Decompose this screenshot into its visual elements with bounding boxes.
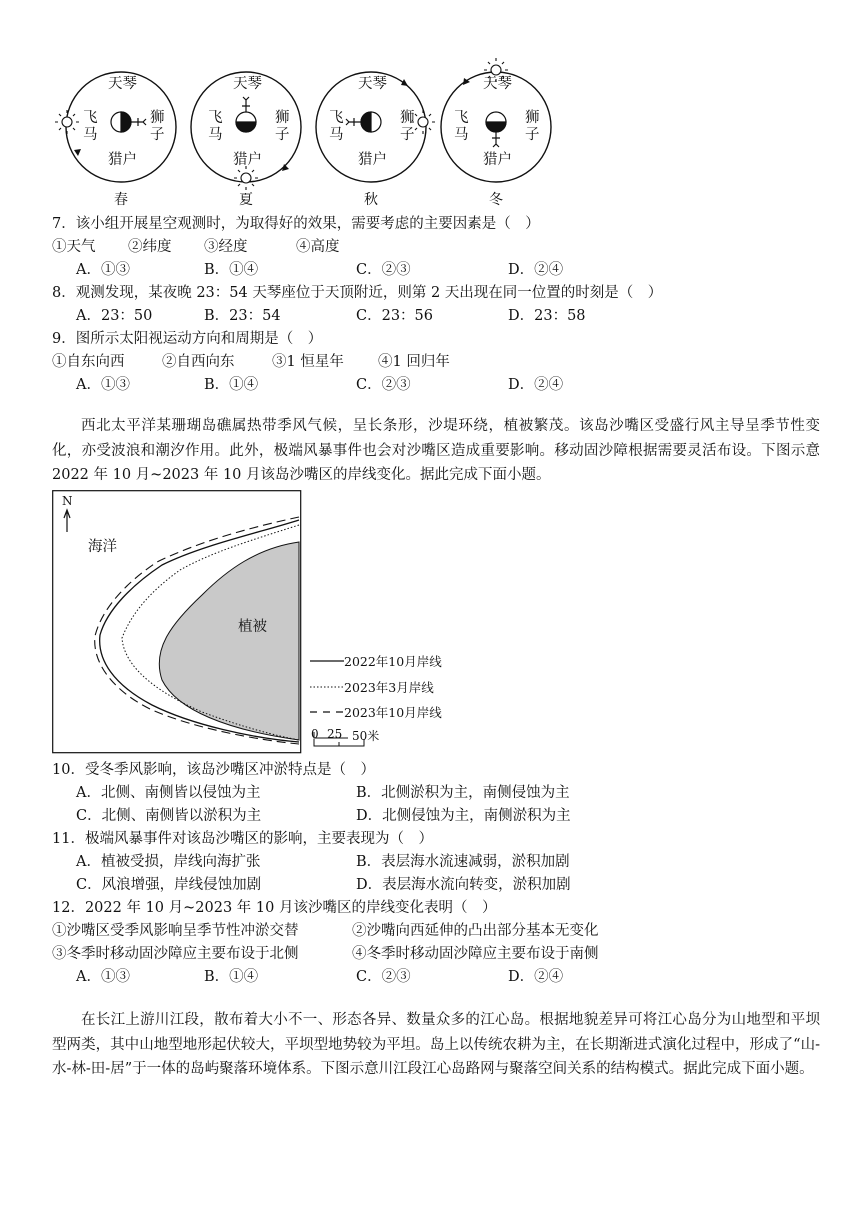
label-pegasus-3: 飞马 xyxy=(329,110,344,143)
q11-option-d[interactable]: D．表层海水流向转变，淤积加剧 xyxy=(356,877,571,893)
season-spring: 春 xyxy=(114,192,128,208)
q12-item-3: ③冬季时移动固沙障应主要布设于北侧 xyxy=(52,946,299,962)
season-winter: 冬 xyxy=(489,192,503,208)
q9-stem: 9．图所示太阳视运动方向和周期是（ ） xyxy=(52,331,323,347)
label-leo-1: 狮子 xyxy=(150,110,165,143)
q12-option-d[interactable]: D．②④ xyxy=(508,969,564,985)
q7-item-3: ③经度 xyxy=(204,239,248,255)
q12-item-2: ②沙嘴向西延伸的凸出部分基本无变化 xyxy=(352,923,599,939)
q12-item-4: ④冬季时移动固沙障应主要布设于南侧 xyxy=(352,946,599,962)
q9-option-a[interactable]: A．①③ xyxy=(76,377,130,393)
season-autumn: 秋 xyxy=(364,192,378,208)
label-pegasus-2: 飞马 xyxy=(208,110,223,143)
q10-option-a[interactable]: A．北侧、南侧皆以侵蚀为主 xyxy=(76,785,261,801)
season-summer: 夏 xyxy=(239,192,253,208)
q8-option-a[interactable]: A．23：50 xyxy=(76,308,153,324)
label-leo-3: 狮子 xyxy=(400,110,415,143)
q7-option-c[interactable]: C．②③ xyxy=(356,262,411,278)
passage-river-islands: 在长江上游川江段，散布着大小不一、形态各异、数量众多的江心岛。根据地貌差异可将江心岛分为山地型和平坝型两类，其中山地型地形起伏较大，平坝型地势较为平坦。岛上以传统农耕为主，在长期渐进式演化过程中，形成了“山-水-林-田-居”于一体的岛屿聚落环境体系。下图示意川江段江心岛路网与聚落空间关系的结构模式。据此完成下面小题。 xyxy=(52,1012,820,1077)
q7-option-b[interactable]: B．①④ xyxy=(204,262,259,278)
q9-item-1: ①自东向西 xyxy=(52,354,125,370)
legend-2023-10: 2023年10月岸线 xyxy=(344,705,442,720)
q8-option-c[interactable]: C．23：56 xyxy=(356,308,433,324)
q7-stem: 7．该小组开展星空观测时，为取得好的效果，需要考虑的主要因素是（ ） xyxy=(52,216,540,232)
q10-option-b[interactable]: B．北侧淤积为主，南侧侵蚀为主 xyxy=(356,785,570,801)
label-lyra-1: 天琴 xyxy=(108,76,137,92)
label-orion-4: 猎户 xyxy=(483,152,512,168)
q12-item-1: ①沙嘴区受季风影响呈季节性冲淤交替 xyxy=(52,923,299,939)
q12-stem: 12．2022 年 10 月~2023 年 10 月该沙嘴区的岸线变化表明（ ） xyxy=(52,900,497,916)
q8-option-d[interactable]: D．23：58 xyxy=(508,308,586,324)
q10-option-c[interactable]: C．北侧、南侧皆以淤积为主 xyxy=(76,808,262,824)
label-leo-4: 狮子 xyxy=(525,110,540,143)
label-pegasus-1: 飞马 xyxy=(83,110,98,143)
q9-item-3: ③1 恒星年 xyxy=(272,354,344,370)
q12-option-c[interactable]: C．②③ xyxy=(356,969,411,985)
ocean-label: 海洋 xyxy=(88,539,117,555)
q8-option-b[interactable]: B．23：54 xyxy=(204,308,281,324)
q7-item-2: ②纬度 xyxy=(128,239,172,255)
label-lyra-4: 天琴 xyxy=(483,76,512,92)
q9-option-d[interactable]: D．②④ xyxy=(508,377,564,393)
q12-option-b[interactable]: B．①④ xyxy=(204,969,259,985)
scale-25: 25 xyxy=(327,727,343,741)
legend-2023-03: 2023年3月岸线 xyxy=(344,680,434,695)
north-arrow-label: N xyxy=(62,494,73,508)
q7-option-d[interactable]: D．②④ xyxy=(508,262,564,278)
star-diagrams-figure xyxy=(0,0,868,210)
passage-coral-island: 西北太平洋某珊瑚岛礁属热带季风气候，呈长条形，沙堤环绕，植被繁茂。该岛沙嘴区受盛行风主导呈季节性变化，亦受波浪和潮汐作用。此外，极端风暴事件也会对沙嘴区造成重要影响。移动固沙障根据需要灵活布设。下图示意 2022 年 10 月~2023 年 10 月该岛沙嘴区的岸线变化。据此完成下面小题。 xyxy=(52,418,820,483)
q9-item-2: ②自西向东 xyxy=(162,354,235,370)
label-lyra-2: 天琴 xyxy=(233,76,262,92)
q11-option-b[interactable]: B．表层海水流速减弱，淤积加剧 xyxy=(356,854,570,870)
q12-option-a[interactable]: A．①③ xyxy=(76,969,130,985)
q8-stem: 8．观测发现，某夜晚 23：54 天琴座位于天顶附近，则第 2 天出现在同一位置的时刻是（ ） xyxy=(52,285,663,301)
q9-option-b[interactable]: B．①④ xyxy=(204,377,259,393)
label-orion-1: 猎户 xyxy=(108,152,137,168)
legend-2022-10: 2022年10月岸线 xyxy=(344,654,442,669)
vegetation-label: 植被 xyxy=(238,619,267,635)
scale-0: 0 xyxy=(311,727,319,741)
label-orion-2: 猎户 xyxy=(233,152,262,168)
q7-option-a[interactable]: A．①③ xyxy=(76,262,130,278)
q10-stem: 10．受冬季风影响，该岛沙嘴区冲淤特点是（ ） xyxy=(52,762,375,778)
q11-stem: 11．极端风暴事件对该岛沙嘴区的影响，主要表现为（ ） xyxy=(52,831,433,847)
q10-option-d[interactable]: D．北侧侵蚀为主，南侧淤积为主 xyxy=(356,808,571,824)
label-leo-2: 狮子 xyxy=(275,110,290,143)
scale-50: 50米 xyxy=(352,729,380,743)
q9-option-c[interactable]: C．②③ xyxy=(356,377,411,393)
label-pegasus-4: 飞马 xyxy=(454,110,469,143)
q9-item-4: ④1 回归年 xyxy=(378,354,450,370)
q11-option-c[interactable]: C．风浪增强，岸线侵蚀加剧 xyxy=(76,877,262,893)
q7-item-1: ①天气 xyxy=(52,239,96,255)
label-lyra-3: 天琴 xyxy=(358,76,387,92)
q11-option-a[interactable]: A．植被受损，岸线向海扩张 xyxy=(76,854,261,870)
label-orion-3: 猎户 xyxy=(358,152,387,168)
q7-item-4: ④高度 xyxy=(296,239,340,255)
